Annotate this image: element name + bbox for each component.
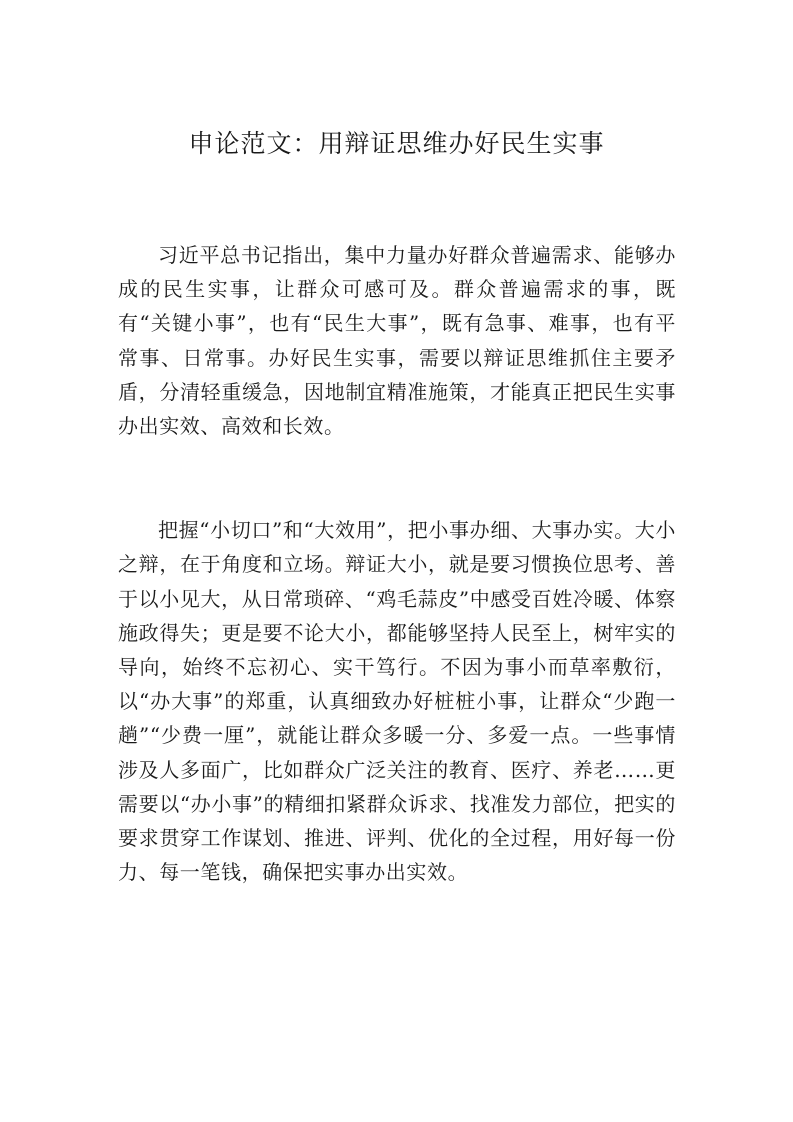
paragraph-spacer	[118, 443, 676, 513]
paragraph-big-small: 把握“小切口”和“大效用”，把小事办细、大事办实。大小之辩，在于角度和立场。辩证大小，就是要习惯换位思考、善于以小见大，从日常琐碎、“鸡毛蒜皮”中感受百姓冷暖、体察施政得失；更是要不论大小，都能够坚持人民至上，树牢实的导向，始终不忘初心、实干笃行。不因为事小而草率敷衍，以“办大事”的郑重，认真细致办好桩桩小事，让群众“少跑一趟”“少费一厘”，就能让群众多暖一分、多爱一点。一些事情涉及人多面广，比如群众广泛关注的教育、医疗、养老……更需要以“办小事”的精细扣紧群众诉求、找准发力部位，把实的要求贯穿工作谋划、推进、评判、优化的全过程，用好每一份力、每一笔钱，确保把实事办出实效。	[118, 518, 676, 885]
document-title: 申论范文：用辩证思维办好民生实事	[188, 129, 605, 158]
document-body	[118, 238, 676, 889]
paragraph-intro: 习近平总书记指出，集中力量办好群众普遍需求、能够办成的民生实事，让群众可感可及。群众普遍需求的事，既有“关键小事”，也有“民生大事”，既有急事、难事，也有平常事、日常事。办好民生实事，需要以辩证思维抓住主要矛盾，分清轻重缓急，因地制宜精准施策，才能真正把民生实事办出实效、高效和长效。	[118, 243, 676, 439]
